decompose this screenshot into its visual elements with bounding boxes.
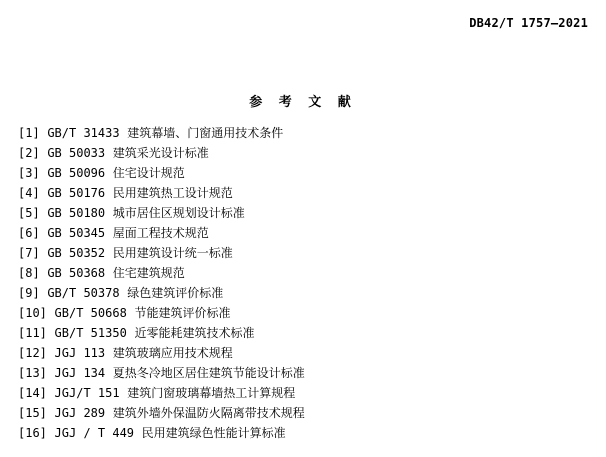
reference-title: 城市居住区规划设计标准	[112, 206, 245, 220]
reference-number: [7]	[18, 246, 40, 260]
reference-number: [6]	[18, 226, 40, 240]
reference-title: 近零能耗建筑技术标准	[134, 326, 255, 340]
reference-item	[18, 283, 305, 303]
reference-code: GB 50352	[47, 246, 106, 260]
reference-number: [5]	[18, 206, 40, 220]
reference-title: 住宅建筑规范	[112, 266, 185, 280]
reference-code: JGJ 134	[54, 366, 106, 380]
reference-title: 建筑门窗玻璃幕墙热工计算规程	[127, 386, 296, 400]
reference-title: 绿色建筑评价标准	[127, 286, 224, 300]
reference-code: GB 50033	[47, 146, 106, 160]
reference-item	[18, 423, 305, 443]
reference-code: GB 50180	[47, 206, 106, 220]
reference-item	[18, 403, 305, 423]
reference-title: 建筑玻璃应用技术规程	[112, 346, 233, 360]
reference-number: [3]	[18, 166, 40, 180]
reference-code: GB 50096	[47, 166, 106, 180]
reference-code: GB/T 50668	[54, 306, 127, 320]
section-title: 参 考 文 献	[249, 95, 357, 110]
reference-code: JGJ 113	[54, 346, 106, 360]
reference-item	[18, 203, 305, 223]
reference-number: [11]	[18, 326, 47, 340]
reference-title: 住宅设计规范	[112, 166, 185, 180]
reference-number: [4]	[18, 186, 40, 200]
reference-number: [13]	[18, 366, 47, 380]
reference-title: 民用建筑设计统一标准	[112, 246, 233, 260]
reference-item	[18, 263, 305, 283]
reference-title: 民用建筑绿色性能计算标准	[141, 426, 286, 440]
reference-title: 夏热冬冷地区居住建筑节能设计标准	[112, 366, 305, 380]
reference-code: JGJ/T 151	[54, 386, 120, 400]
reference-number: [16]	[18, 426, 47, 440]
reference-item	[18, 123, 305, 143]
reference-item	[18, 303, 305, 323]
reference-number: [1]	[18, 126, 40, 140]
reference-code: GB/T 51350	[54, 326, 127, 340]
reference-number: [8]	[18, 266, 40, 280]
reference-number: [9]	[18, 286, 40, 300]
reference-code: GB/T 31433	[47, 126, 120, 140]
reference-code: JGJ / T 449	[54, 426, 135, 440]
reference-item	[18, 363, 305, 383]
reference-title: 建筑外墙外保温防火隔离带技术规程	[112, 406, 305, 420]
reference-code: GB 50345	[47, 226, 106, 240]
reference-list	[18, 123, 305, 443]
reference-code: JGJ 289	[54, 406, 106, 420]
reference-item	[18, 343, 305, 363]
reference-number: [14]	[18, 386, 47, 400]
reference-code: GB 50176	[47, 186, 106, 200]
reference-number: [10]	[18, 306, 47, 320]
document-code: DB42/T 1757—2021	[469, 16, 588, 30]
reference-item	[18, 143, 305, 163]
reference-item	[18, 163, 305, 183]
reference-number: [2]	[18, 146, 40, 160]
reference-number: [15]	[18, 406, 47, 420]
reference-title: 建筑幕墙、门窗通用技术条件	[127, 126, 284, 140]
reference-code: GB 50368	[47, 266, 106, 280]
reference-item	[18, 243, 305, 263]
reference-item	[18, 223, 305, 243]
reference-number: [12]	[18, 346, 47, 360]
reference-item	[18, 183, 305, 203]
reference-code: GB/T 50378	[47, 286, 120, 300]
reference-title: 民用建筑热工设计规范	[112, 186, 233, 200]
reference-title: 屋面工程技术规范	[112, 226, 209, 240]
reference-item	[18, 383, 305, 403]
reference-title: 建筑采光设计标准	[112, 146, 209, 160]
reference-title: 节能建筑评价标准	[134, 306, 231, 320]
reference-item	[18, 323, 305, 343]
